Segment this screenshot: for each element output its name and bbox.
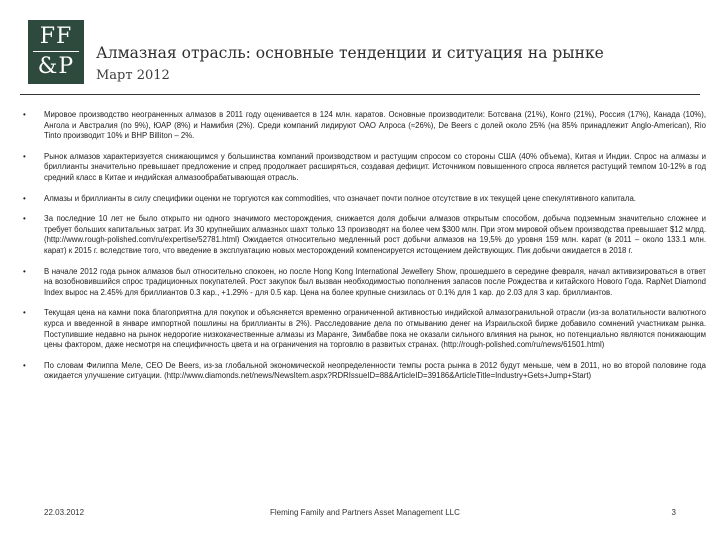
bullet-text: В начале 2012 года рынок алмазов был относительно спокоен, но после Hong Kong International Jewellery Show, прошедшего в середине февраля, начал активизироваться в ответ на возобновившийся спрос традиционных покупателей. Рост закупок был вызван необходимостью пополнения запасов после Рождества и китайского Нового Года. RapNet Diamond Index вырос на 2.45% для бриллиантов 0.3 кар., +1.29% - для 0.5 кар. Цена на более крупные снизилась от 0.1% для 1 кар. до 2.03 для 3 кар. бриллиантов. [44,266,706,297]
bullet-marker: • [23,308,26,318]
bullet-item [20,152,706,184]
page-footer [0,508,720,520]
footer-date: 22.03.2012 [44,508,85,517]
ffp-logo [28,20,84,84]
bullet-item [20,267,706,299]
footer-company: Fleming Family and Partners Asset Management LLC [270,508,460,517]
bullet-item [20,214,706,256]
bullet-text: За последние 10 лет не было открыто ни одного значимого месторождения, снижается доля добычи алмазов открытым способом, добыча подземным значительно сложнее и требует больших капитальных затрат. Из 30 крупнейших алмазных шахт только 13 производят на более чем $300 млн. При этом мировой объем производства превышает $12 млрд. (http://www.rough-polished.com/ru/expertise/52781.html) Ожидается относительно медленный рост добычи алмазов на 19,5% до уровня 159 млн. карат (в 2011 – около 133.1 млн. карат) к 2015 г. вследствие того, что введение в эксплуатацию новых месторождений компенсируется истощением действующих. Пик добычи ожидается в 2018 г. [44,214,706,255]
bullet-item [20,194,706,205]
bullet-marker: • [23,151,26,161]
logo-line-2: &P [37,54,75,79]
bullet-item [20,110,706,142]
bullet-text: Рынок алмазов характеризуется снижающимся у большинства компаний производством и растущим спросом со стороны США (40% объема), Китая и Индии. Спрос на алмазы и бриллианты значительно превышает предложение и спред продолжает расширяться, создавая дефицит. Источником повышенного спроса является растущий темпом 10-12% в год средний класс в Китае и индийская алмазообрабатывающая отрасль. [44,151,706,182]
bullet-marker: • [23,193,26,203]
logo-line-1: FF [39,24,73,49]
header-divider [20,94,700,95]
page-subtitle: Март 2012 [96,68,170,83]
bullet-item [20,361,706,382]
bullet-item [20,308,706,350]
bullet-marker: • [23,360,26,370]
bullet-text: Текущая цена на камни пока благоприятна для покупок и объясняется временно ограниченной активностью индийской алмазогранильной отрасли (из-за волатильности валютного курса и введенной в январе импортной пошлины на бриллианты в 2%). Расследование дела по отмыванию денег на Израильской бирже добавило сомнений участникам рынка. Поступившие недавно на рынок недорогие низкокачественные алмазы из Маранге, Зимбабве пока не оказали сильного влияния на рынок, но потенциально являются понижающим цены фактором, даже несмотря на специфичность цвета и на ограничения на торговлю в развитых странах. (http://rough-polished.com/ru/news/61501.html) [44,308,706,350]
bullet-text: Алмазы и бриллианты в силу специфики оценки не торгуются как commodities, что означает почти полное отсутствие в их текущей цене спекулятивного капитала. [44,193,636,203]
bullet-marker: • [23,110,26,119]
bullet-list [20,110,706,392]
bullet-text: По словам Филиппа Меле, CEO De Beers, из-за глобальной экономической неопределенности темпы роста рынка в 2012 будут меньше, чем в 2011, но во второй половине года ожидается улучшение ситуации. (http://www.diamonds.net/news/NewsItem.aspx?RDRIssueID=88&ArticleID=39186&ArticleTitle=Industry+Gets+Jump+Start) [44,360,706,381]
bullet-marker: • [23,266,26,276]
logo-divider [33,51,79,52]
bullet-text: Мировое производство неограненных алмазов в 2011 году оценивается в 124 млн. каратов. Основные производители: Ботсвана (21%), Конго (21%), Россия (17%), Канада (10%), Ангола и Австралия (по 9%), ЮАР (8%) и Намибия (2%). Среди компаний лидируют ОАО Алроса (≈26%), De Beers с долей около 25% (на 85% принадлежит Anglo-American), Rio Tinto производит 10% и BHP Billiton – 2%. [44,110,706,141]
page-title: Алмазная отрасль: основные тенденции и ситуация на рынке [96,44,604,62]
bullet-marker: • [23,214,26,224]
page-number: 3 [671,508,676,517]
